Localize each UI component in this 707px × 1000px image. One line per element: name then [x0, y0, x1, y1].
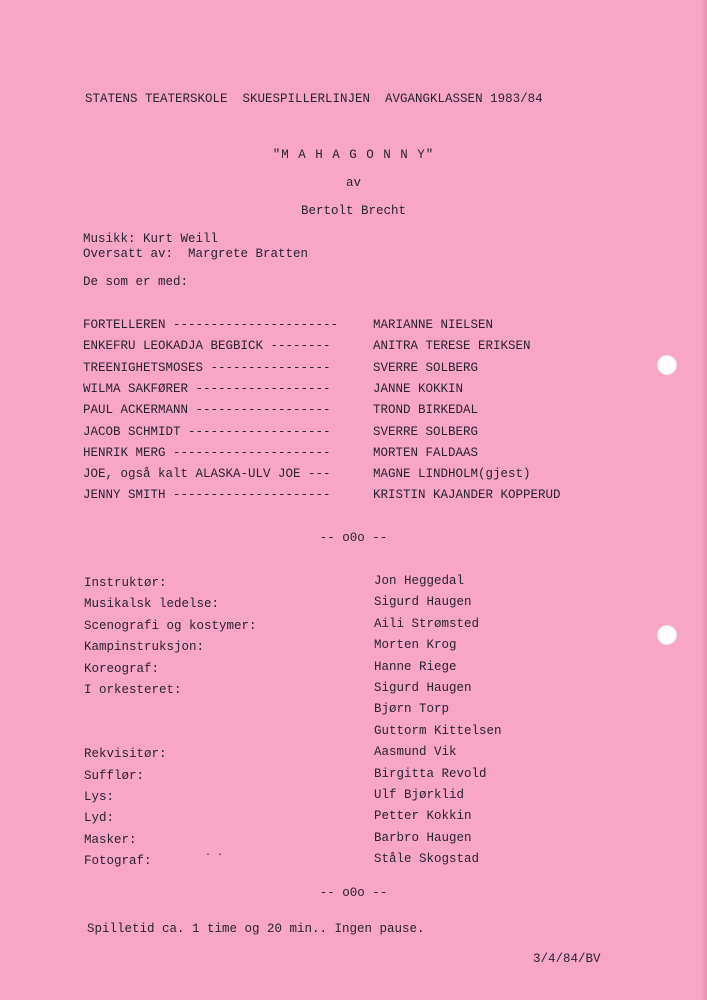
crew-function: I orkesteret: — [84, 683, 182, 697]
cast-role: ENKEFRU LEOKADJA BEGBICK -------- — [83, 339, 331, 353]
crew-name: Aasmund Vik — [374, 745, 457, 759]
stray-marks: · · — [205, 850, 224, 861]
translation-credit: Oversatt av: Margrete Bratten — [83, 247, 309, 261]
crew-function: Lyd: — [84, 811, 115, 825]
crew-function: Lys: — [84, 790, 115, 804]
crew-name: Birgitta Revold — [374, 767, 487, 781]
cast-role: FORTELLEREN ---------------------- — [83, 318, 339, 332]
crew-name: Bjørn Torp — [374, 702, 450, 716]
crew-function: Instruktør: — [84, 576, 167, 590]
cast-role: JACOB SCHMIDT ------------------- — [83, 425, 331, 439]
by-word: av — [345, 176, 361, 190]
separator-1: -- o0o -- — [319, 531, 388, 545]
cast-actor: TROND BIRKEDAL — [373, 403, 479, 417]
cast-role: WILMA SAKFØRER ------------------ — [83, 382, 331, 396]
cast-role: JOE, også kalt ALASKA-ULV JOE --- — [83, 467, 331, 481]
music-credit: Musikk: Kurt Weill — [83, 232, 219, 246]
cast-actor: ANITRA TERESE ERIKSEN — [373, 339, 531, 353]
cast-actor: JANNE KOKKIN — [373, 382, 464, 396]
crew-name: Jon Heggedal — [374, 574, 465, 588]
cast-actor: SVERRE SOLBERG — [373, 425, 479, 439]
author-name: Bertolt Brecht — [300, 204, 407, 218]
cast-role: TREENIGHETSMOSES ---------------- — [83, 361, 331, 375]
crew-function: Musikalsk ledelse: — [84, 597, 220, 611]
cast-actor: KRISTIN KAJANDER KOPPERUD — [373, 488, 561, 502]
punch-hole-bottom — [657, 625, 677, 645]
crew-name: Sigurd Haugen — [374, 595, 472, 609]
cast-actor: MARIANNE NIELSEN — [373, 318, 494, 332]
crew-name: Ulf Bjørklid — [374, 788, 465, 802]
cast-intro: De som er med: — [83, 275, 189, 289]
header-line: STATENS TEATERSKOLE SKUESPILLERLINJEN AVGANGKLASSEN 1983/84 — [85, 92, 543, 106]
crew-function: Kampinstruksjon: — [84, 640, 205, 654]
cast-actor: SVERRE SOLBERG — [373, 361, 479, 375]
crew-name: Aili Strømsted — [374, 617, 480, 631]
cast-role: JENNY SMITH --------------------- — [83, 488, 331, 502]
cast-role: HENRIK MERG --------------------- — [83, 446, 331, 460]
duration-note: Spilletid ca. 1 time og 20 min.. Ingen pause. — [87, 922, 425, 936]
crew-name: Ståle Skogstad — [374, 852, 480, 866]
footer-code: 3/4/84/BV — [533, 952, 601, 966]
separator-2: -- o0o -- — [319, 886, 388, 900]
crew-name: Petter Kokkin — [374, 809, 472, 823]
crew-name: Sigurd Haugen — [374, 681, 472, 695]
crew-name: Guttorm Kittelsen — [374, 724, 502, 738]
play-title: "M A H A G O N N Y" — [272, 148, 435, 162]
paper-edge — [701, 0, 707, 1000]
crew-function: Koreograf: — [84, 662, 160, 676]
cast-actor: MAGNE LINDHOLM(gjest) — [373, 467, 531, 481]
punch-hole-top — [657, 355, 677, 375]
crew-function: Scenografi og kostymer: — [84, 619, 257, 633]
cast-actor: MORTEN FALDAAS — [373, 446, 479, 460]
crew-name: Barbro Haugen — [374, 831, 472, 845]
crew-name: Morten Krog — [374, 638, 457, 652]
crew-function: Rekvisitør: — [84, 747, 167, 761]
crew-function: Fotograf: — [84, 854, 152, 868]
crew-function: Masker: — [84, 833, 137, 847]
crew-function: Sufflør: — [84, 769, 145, 783]
cast-role: PAUL ACKERMANN ------------------ — [83, 403, 331, 417]
crew-name: Hanne Riege — [374, 660, 457, 674]
